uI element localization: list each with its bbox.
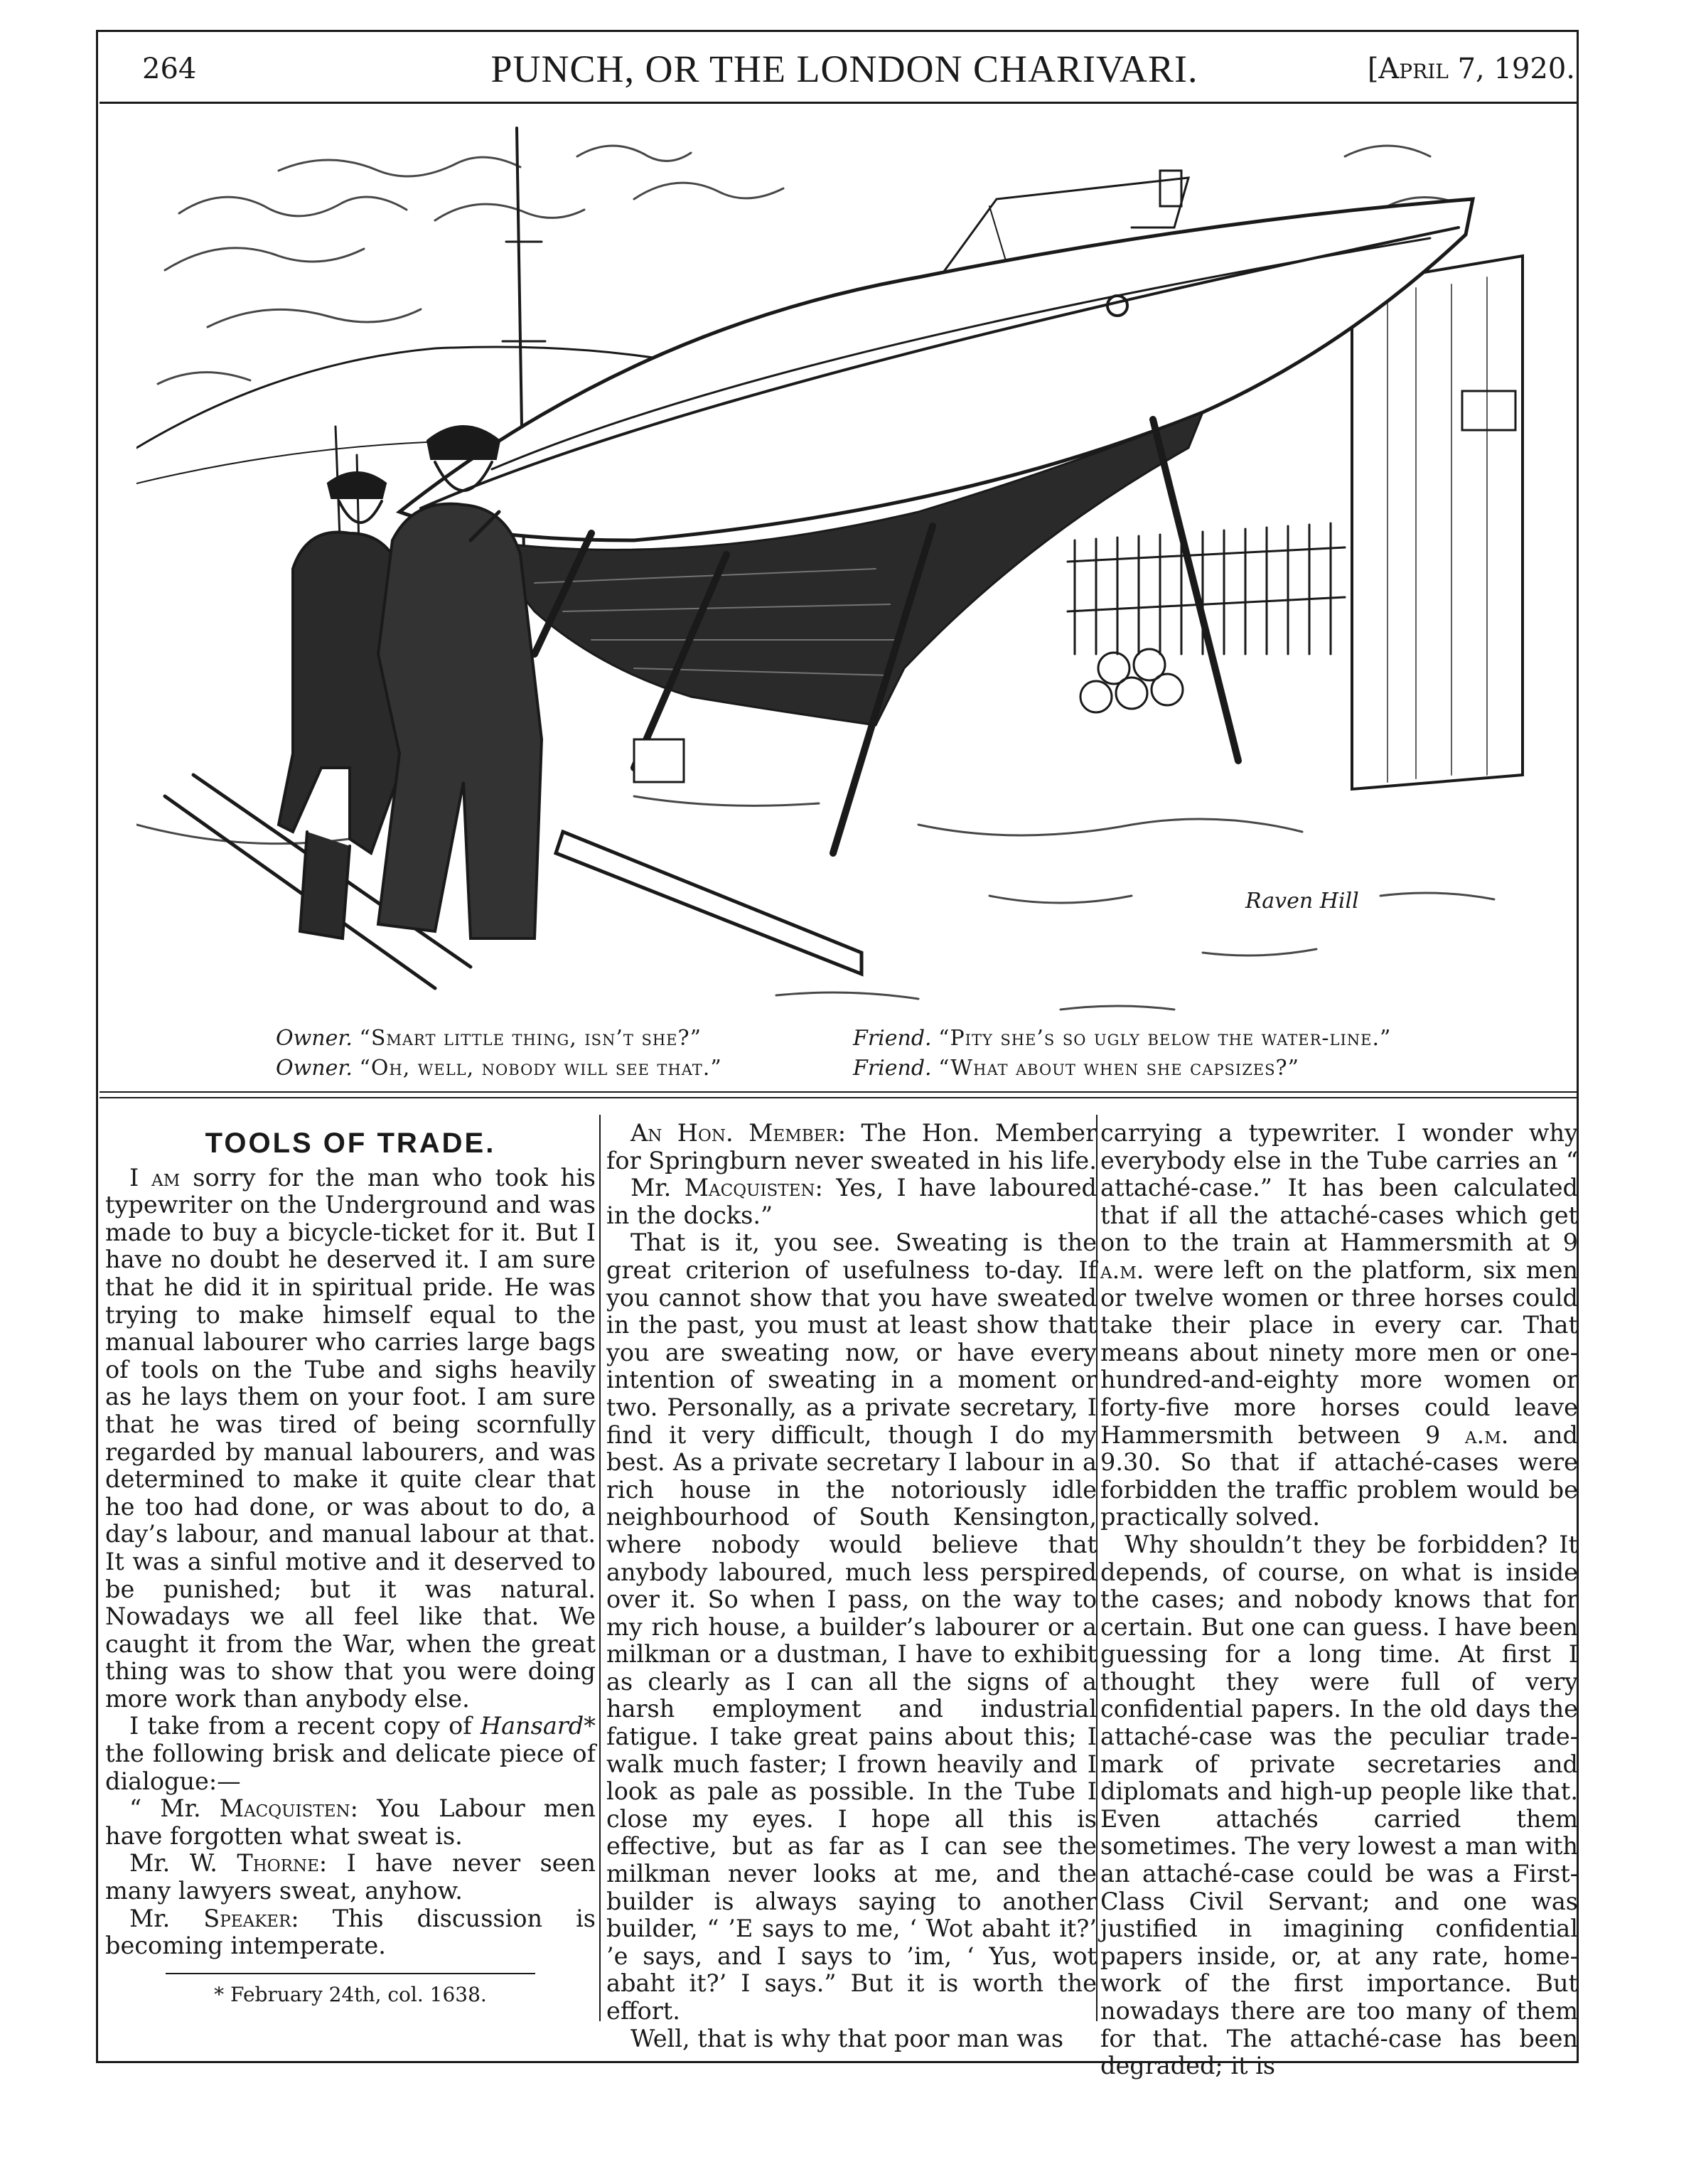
hansard-reference: Hansard* <box>480 1712 596 1740</box>
paragraph-text: and 9.30. So that if attaché-cases were forbidden the traffic problem would be practically solved. <box>1100 1420 1578 1531</box>
dialogue-prefix: Mr. <box>630 1174 685 1202</box>
caption-quote: “What about when she capsizes?” <box>938 1056 1299 1081</box>
article-title: TOOLS OF TRADE. <box>205 1128 496 1159</box>
dialogue-speaker: An Hon. Member <box>630 1119 838 1147</box>
caption-speaker: Owner. <box>276 1026 353 1051</box>
dialogue-line <box>606 1120 1097 1174</box>
article-paragraph <box>105 1165 596 1713</box>
article-column-3 <box>1100 1120 1578 2080</box>
dialogue-line <box>105 1795 596 1850</box>
article-paragraph <box>1100 1120 1578 1531</box>
caption-quote: “Oh, well, nobody will see that.” <box>359 1056 722 1081</box>
caption-rule-top <box>100 1091 1577 1093</box>
dialogue-speaker: Macquisten <box>219 1794 350 1823</box>
paragraph-text: I take from a recent copy of <box>129 1712 481 1740</box>
paragraph-text: the following brisk and delicate piece of dialogue:— <box>105 1740 596 1795</box>
column-divider <box>599 1115 601 2021</box>
dialogue-prefix: Mr. W. <box>129 1849 237 1878</box>
dialogue-line <box>105 1850 596 1905</box>
paragraph-text: sorry for the man who took his typewriter on the Underground and was made to buy a bicycle-ticket for it. But I have no doubt he deserved it. I am sure that he did it in spiritual pride. He was trying to make himself equal to the manual labourer who carries large bags of tools on the Tube and sighs heavily as he lays them on your foot. I am sure that he was tired of being scornfully regarded by manual labourers, and was determined to make it quite clear that he too had done, or was about to do, a day’s labour, and manual labour at that. It was a sinful motive and it deserved to be punished; but it was natural. Nowadays we all feel like that. We caught it from the War, when the great thing was to show that you were doing more work than anybody else. <box>105 1163 596 1713</box>
issue-date: [April 7, 1920. <box>1367 53 1575 85</box>
footnote-rule <box>166 1973 535 1974</box>
caption-friend <box>853 1024 1391 1083</box>
article-paragraph <box>105 1713 596 1795</box>
dialogue-speaker: Thorne <box>237 1849 319 1878</box>
dialogue-text: : I have never seen many lawyers sweat, anyhow. <box>105 1849 596 1905</box>
dialogue-text: : The Hon. Member for Springburn never sweated in his life. <box>606 1119 1097 1174</box>
artist-signature: Raven Hill <box>1245 889 1359 914</box>
dialogue-text: : Yes, I have laboured in the docks.” <box>606 1174 1097 1229</box>
drop-lead: I am <box>129 1163 181 1192</box>
article-column-2 <box>606 1120 1097 2052</box>
page-header <box>114 47 1575 97</box>
article-paragraph: Well, that is why that poor man was <box>630 2024 1064 2052</box>
dialogue-speaker: Macquisten <box>684 1174 815 1202</box>
dialogue-line <box>606 1174 1097 1229</box>
time-abbrev: a.m. <box>1464 1420 1509 1449</box>
dialogue-prefix: “ Mr. <box>129 1794 220 1823</box>
dialogue-prefix: Mr. <box>129 1904 204 1932</box>
page-number: 264 <box>142 53 197 85</box>
header-rule <box>100 102 1577 104</box>
paragraph-text: carrying a typewriter. I wonder why everybody else in the Tube carries an “ attaché-case.” It has been calculated that if all the attaché-cases which get on to the train at Hammersmith at 9 <box>1100 1119 1578 1257</box>
article-paragraph: That is it, you see. Sweating is the great criterion of usefulness to-day. If you cannot show that you have sweated in the past, you must at least show that you are sweating now, or have every intention of sweating in a moment or two. Personally, as a private secretary, I find it very difficult, though I do my best. As a private secretary I labour in a rich house in the notoriously idle neighbourhood of South Kensington, where nobody would believe that anybody laboured, much less perspired over it. So when I pass, on the way to my rich house, a builder’s labourer or a milkman or a dustman, I have to exhibit as clearly as I can all the signs of a harsh employment and industrial fatigue. I take great pains about this; I walk much faster; I frown heavily and I look as pale as possible. In the Tube I close my eyes. I hope all this is effective, but as far as I can see the milkman never looks at me, and the builder is always saying to another builder, “ ’E says to me, ‘ Wot abaht it?’ ’e says, and I says to ’im, ‘ Yus, wot abaht it?’ I says.” But it is worth the effort. <box>606 1228 1097 2025</box>
caption-owner <box>276 1024 722 1083</box>
time-abbrev: a.m. <box>1100 1256 1144 1284</box>
caption-speaker: Friend. <box>853 1056 932 1081</box>
masthead-title: PUNCH, OR THE LONDON CHARIVARI. <box>490 48 1198 90</box>
dialogue-line <box>105 1905 596 1960</box>
caption-speaker: Friend. <box>853 1026 932 1051</box>
dialogue-text: : You Labour men have forgotten what sweat is. <box>105 1794 596 1850</box>
caption-quote: “Smart little thing, isn’t she?” <box>359 1026 702 1051</box>
caption-quote: “Pity she’s so ugly below the water-line.” <box>938 1026 1392 1051</box>
article-column-1 <box>105 1120 596 2008</box>
paragraph-text: were left on the platform, six men or twelve women or three horses could take their place in every car. That means about ninety more men or one-hundred-and-eighty more women or forty-five more horses could leave Hammersmith between 9 <box>1100 1256 1578 1449</box>
dialogue-speaker: Speaker <box>203 1904 291 1932</box>
cartoon-illustration <box>136 114 1551 1017</box>
article-paragraph: Why shouldn’t they be forbidden? It depends, of course, on what is inside the cases; and nobody knows that for certain. But one can guess. I have been guessing for a long time. At first I thought they were full of very confidential papers. In the old days the attaché-case was the peculiar trade-mark of private secretaries and diplomats and high-up people like that. Even attachés carried them sometimes. The very lowest a man with an attaché-case could be was a First-Class Civil Servant; and one was justified in imagining confidential papers inside, or, at any rate, home-work of the first importance. But nowadays there are too many of them for that. The attaché-case has been degraded; it is <box>1100 1530 1578 2080</box>
footnote: * February 24th, col. 1638. <box>214 1982 487 2006</box>
caption-speaker: Owner. <box>276 1056 353 1081</box>
caption-rule-bottom <box>100 1097 1577 1098</box>
dialogue-text: : This discussion is becoming intemperate. <box>105 1904 596 1960</box>
